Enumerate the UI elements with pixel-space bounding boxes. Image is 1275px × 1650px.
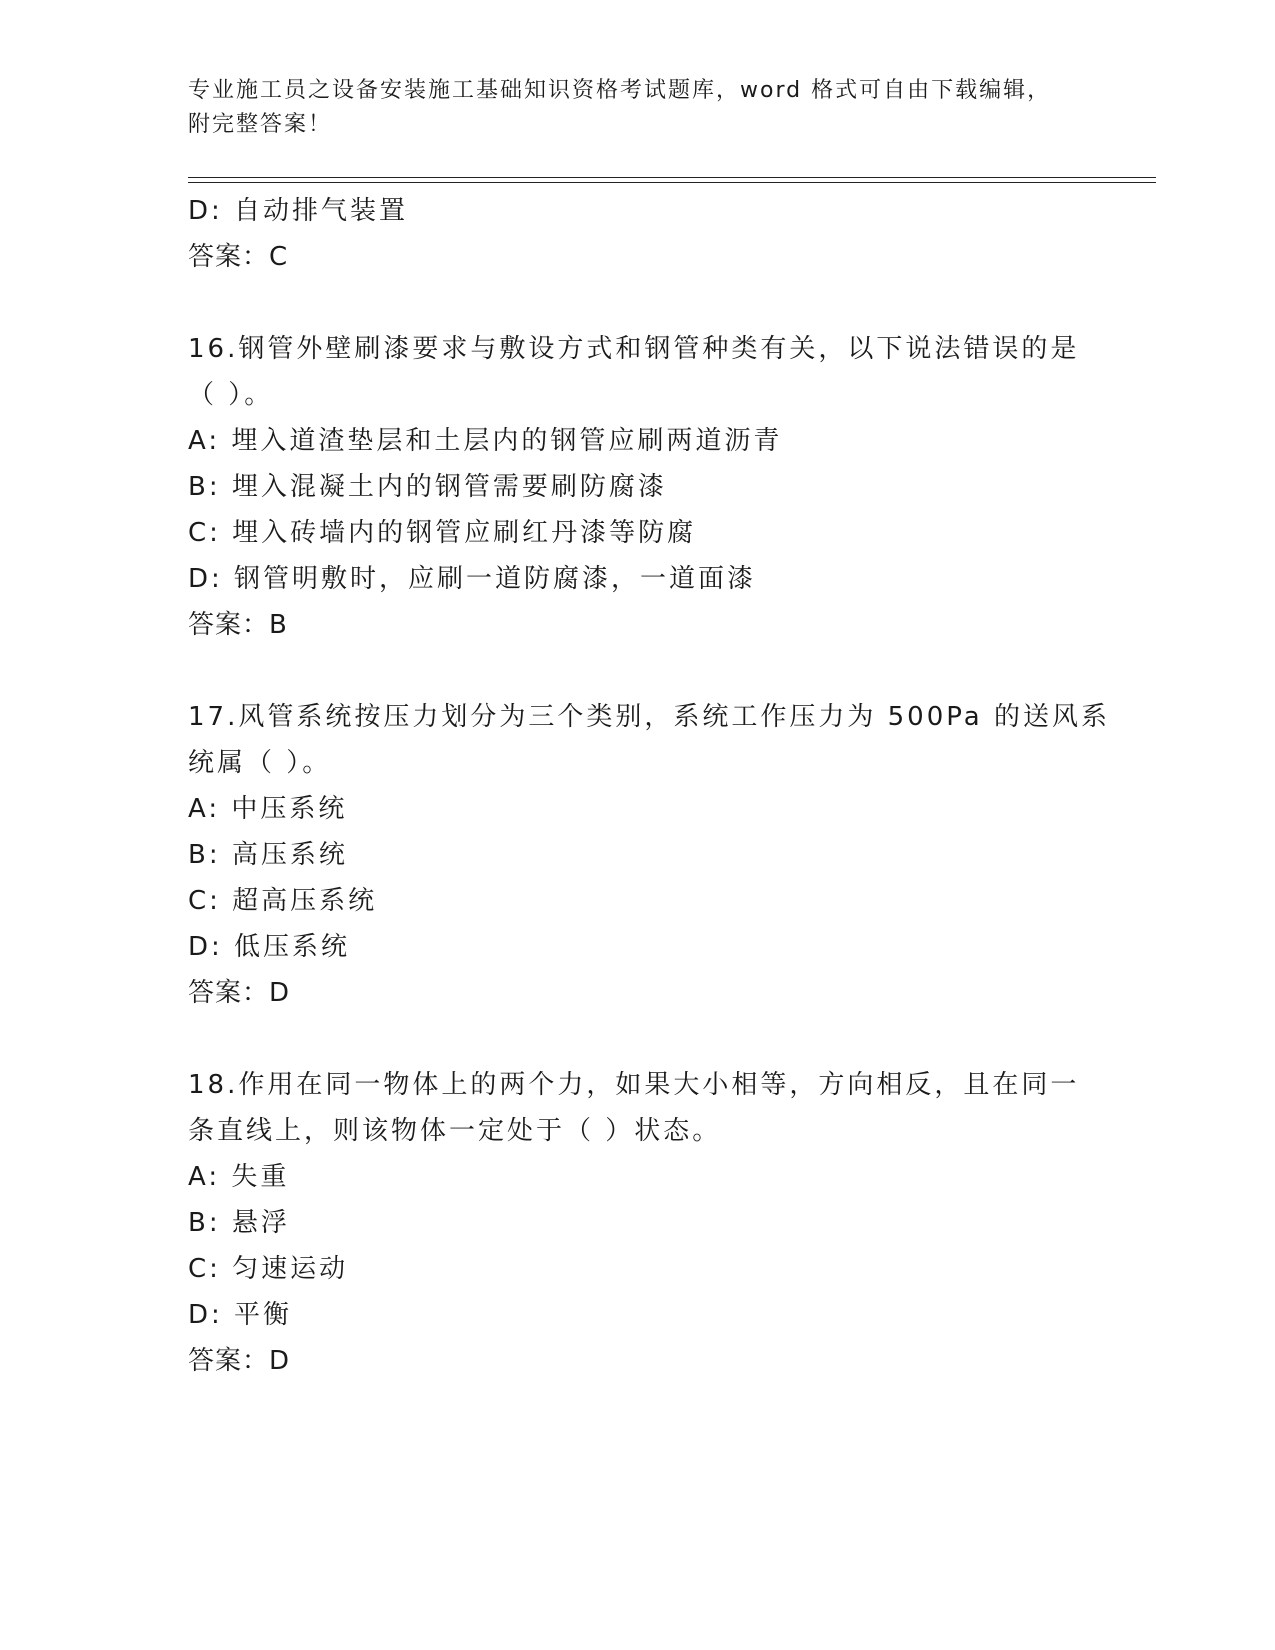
answer: 答案：B <box>188 610 288 640</box>
question-content <box>188 188 1110 1384</box>
option-d: D: 低压系统 <box>188 932 351 962</box>
question-17 <box>188 694 1110 1016</box>
question-16 <box>188 326 1088 648</box>
option-c: C: 超高压系统 <box>188 886 378 916</box>
prev-answer: 答案：C <box>188 242 289 272</box>
option-c: C: 埋入砖墙内的钢管应刷红丹漆等防腐 <box>188 518 697 548</box>
prev-option-d: D: 自动排气装置 <box>188 196 409 226</box>
document-header <box>188 74 1108 142</box>
header-line-1: 专业施工员之设备安装施工基础知识资格考试题库，word 格式可自由下载编辑， <box>188 78 1052 103</box>
question-stem-cont: 条直线上，则该物体一定处于（ ）状态。 <box>188 1116 722 1146</box>
option-d: D: 平衡 <box>188 1300 293 1330</box>
header-rule-top <box>188 177 1156 178</box>
option-a: A: 埋入道渣垫层和土层内的钢管应刷两道沥青 <box>188 426 783 456</box>
option-a: A: 中压系统 <box>188 794 348 824</box>
question-stem-cont: 统属（ ）。 <box>188 748 332 778</box>
question-stem-cont: （ ）。 <box>188 380 274 410</box>
answer: 答案：D <box>188 978 291 1008</box>
question-18 <box>188 1062 1088 1384</box>
option-a: A: 失重 <box>188 1162 290 1192</box>
answer: 答案：D <box>188 1346 291 1376</box>
question-stem: 17.风管系统按压力划分为三个类别，系统工作压力为 500Pa 的送风系 <box>188 702 1110 732</box>
option-c: C: 匀速运动 <box>188 1254 349 1284</box>
option-b: B: 悬浮 <box>188 1208 290 1238</box>
question-stem: 16.钢管外壁刷漆要求与敷设方式和钢管种类有关，以下说法错误的是 <box>188 334 1080 364</box>
header-rule-bottom <box>188 182 1156 183</box>
option-b: B: 高压系统 <box>188 840 348 870</box>
option-b: B: 埋入混凝土内的钢管需要刷防腐漆 <box>188 472 667 502</box>
question-stem: 18.作用在同一物体上的两个力，如果大小相等，方向相反，且在同一 <box>188 1070 1080 1100</box>
header-line-2: 附完整答案！ <box>188 112 333 137</box>
option-d: D: 钢管明敷时，应刷一道防腐漆，一道面漆 <box>188 564 757 594</box>
